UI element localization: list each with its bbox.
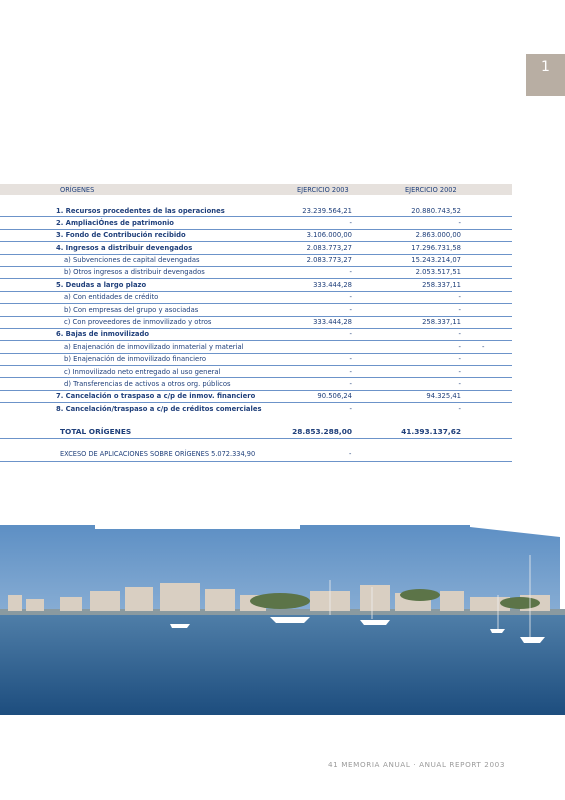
table-row [0, 217, 512, 229]
table-row [0, 354, 512, 366]
header-ejercicio-2002: EJERCICIO 2002 [405, 186, 457, 194]
table-row [0, 230, 512, 242]
row-label: 2. AmpliaciÓnes de patrimonio [56, 218, 174, 227]
table-header [0, 184, 512, 195]
table-row [0, 279, 512, 291]
row-value-2003: - [349, 268, 352, 277]
row-value-2003: 333.444,28 [313, 280, 352, 289]
row-value-extra: - [482, 342, 485, 351]
table-row [0, 205, 512, 217]
row-value-2002: - [458, 367, 461, 376]
row-label: 1. Recursos procedentes de las operaciones [56, 206, 225, 215]
row-label: b) Enajenación de inmovilizado financiero [64, 355, 207, 364]
table-row [0, 242, 512, 254]
row-value-2003: - [349, 404, 352, 413]
row-value-2003: 2.083.773,27 [306, 256, 352, 265]
row-value-2002: 17.296.731,58 [411, 243, 461, 252]
row-value-2003: 3.106.000,00 [306, 231, 352, 240]
row-value-2003: - [349, 330, 352, 339]
header-origenes: ORÍGENES [60, 186, 95, 194]
header-ejercicio-2003: EJERCICIO 2003 [297, 186, 349, 194]
row-value-2002: - [458, 218, 461, 227]
row-label: b) Con empresas del grupo y asociadas [64, 305, 199, 314]
row-value-2002: - [458, 404, 461, 413]
table-row [0, 341, 512, 353]
page-footer: 41 MEMORIA ANUAL · ANUAL REPORT 2003 [328, 760, 506, 769]
total-label: TOTAL ORÍGENES [60, 427, 132, 437]
table-row [0, 391, 512, 403]
table-row [0, 366, 512, 378]
total-row [0, 426, 512, 439]
row-value-2003: - [349, 218, 352, 227]
row-value-2003: 333.444,28 [313, 318, 352, 327]
row-value-2003: - [349, 355, 352, 364]
exceso-row [0, 449, 512, 462]
table-row [0, 292, 512, 304]
total-2003: 28.853.288,00 [292, 427, 352, 437]
table-row [0, 267, 512, 279]
row-label: c) Con proveedores de inmovilizado y otros [64, 318, 212, 327]
page-tab [526, 54, 565, 96]
table-row [0, 329, 512, 341]
page-tab-number: 1 [541, 59, 550, 75]
row-value-2002: - [458, 305, 461, 314]
row-label: 7. Cancelación o traspaso a c/p de inmov. financiero [56, 392, 256, 401]
row-value-2002: 2.863.000,00 [415, 231, 461, 240]
row-label: 4. Ingresos a distribuir devengados [56, 243, 193, 252]
row-value-2002: 94.325,41 [426, 392, 461, 401]
row-label: 8. Cancelación/traspaso a c/p de créditos comerciales [56, 404, 262, 413]
row-label: 6. Bajas de inmovilizado [56, 330, 150, 339]
total-2002: 41.393.137,62 [401, 427, 461, 437]
table-rows [0, 205, 512, 416]
row-value-2003: 90.506,24 [317, 392, 352, 401]
row-value-2003: - [349, 367, 352, 376]
row-value-2003: 2.083.773,27 [306, 243, 352, 252]
row-label: a) Subvenciones de capital devengadas [64, 256, 200, 265]
row-value-2002: 15.243.214,07 [411, 256, 461, 265]
row-value-2002: 258.337,11 [422, 318, 461, 327]
row-label: 3. Fondo de Contribución recibido [56, 231, 186, 240]
row-value-2003: - [349, 379, 352, 388]
row-label: b) Otros ingresos a distribuir devengados [64, 268, 205, 277]
row-label: d) Transferencias de activos a otros org. públicos [64, 379, 231, 388]
table-row [0, 403, 512, 415]
row-value-2003: 23.239.564,21 [302, 206, 352, 215]
row-value-2003: - [349, 305, 352, 314]
row-label: a) Con entidades de crédito [64, 293, 159, 302]
row-label: 5. Deudas a largo plazo [56, 280, 147, 289]
harbor-panorama-photo [0, 525, 565, 715]
row-label: a) Enajenación de inmovilizado inmaterial y material [64, 342, 244, 351]
row-label: c) Inmovilizado neto entregado al uso general [64, 367, 221, 376]
row-value-2002: - [458, 293, 461, 302]
table-row [0, 304, 512, 316]
table-row [0, 317, 512, 329]
exceso-2003: - [349, 450, 352, 459]
row-value-2002: - [458, 355, 461, 364]
row-value-2002: - [458, 342, 461, 351]
table-row [0, 378, 512, 390]
row-value-2003: - [349, 293, 352, 302]
row-value-2002: 258.337,11 [422, 280, 461, 289]
row-value-2002: - [458, 330, 461, 339]
row-value-2002: 20.880.743,52 [411, 206, 461, 215]
table-row [0, 255, 512, 267]
row-value-2002: - [458, 379, 461, 388]
origins-table [0, 184, 512, 462]
exceso-label: EXCESO DE APLICACIONES SOBRE ORÍGENES 5.072.334,90 [60, 450, 256, 459]
row-value-2002: 2.053.517,51 [415, 268, 461, 277]
